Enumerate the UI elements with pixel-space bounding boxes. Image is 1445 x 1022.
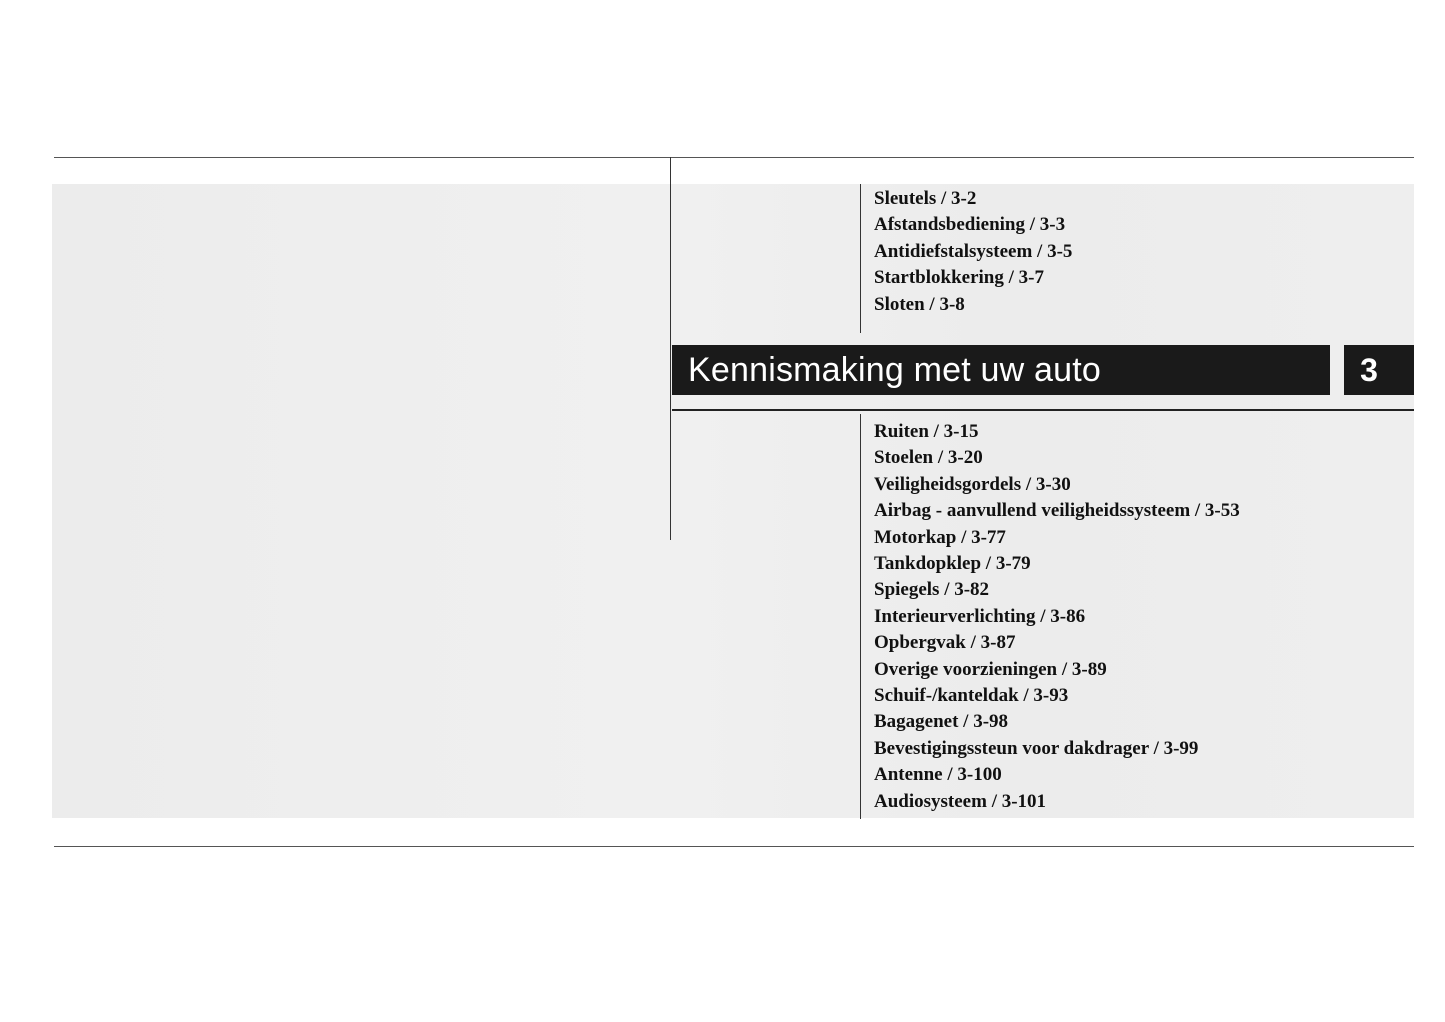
toc-item: Airbag - aanvullend veiligheidssysteem / 3-53 (874, 500, 1240, 522)
toc-item: Antidiefstalsysteem / 3-5 (874, 240, 1073, 262)
toc-item: Interieurverlichting / 3-86 (874, 605, 1086, 627)
toc-item: Bagagenet / 3-98 (874, 711, 1009, 733)
toc-bottom-divider (860, 414, 861, 819)
toc-item: Sloten / 3-8 (874, 293, 965, 315)
chapter-number: 3 (1360, 351, 1378, 388)
toc-item: Opbergvak / 3-87 (874, 632, 1016, 654)
toc-item: Spiegels / 3-82 (874, 579, 990, 601)
chapter-number-box (1344, 345, 1414, 395)
chapter-title-bar (672, 345, 1330, 395)
toc-item: Motorkap / 3-77 (874, 526, 1006, 548)
toc-item: Ruiten / 3-15 (874, 421, 979, 442)
toc-top-divider (860, 184, 861, 333)
toc-item: Startblokkering / 3-7 (874, 267, 1044, 289)
title-underline (672, 409, 1414, 411)
bottom-rule (54, 846, 1414, 847)
toc-item: Veiligheidsgordels / 3-30 (874, 473, 1071, 495)
toc-item: Overige voorzieningen / 3-89 (874, 658, 1107, 680)
toc-item: Antenne / 3-100 (874, 764, 1002, 786)
top-rule (54, 157, 1414, 158)
toc-item: Schuif-/kanteldak / 3-93 (874, 685, 1069, 707)
toc-list-bottom (874, 419, 1240, 815)
toc-item: Stoelen / 3-20 (874, 447, 983, 469)
toc-item: Sleutels / 3-2 (874, 188, 977, 209)
toc-list-top (874, 186, 1072, 318)
toc-item: Afstandsbediening / 3-3 (874, 214, 1066, 236)
chapter-title: Kennismaking met uw auto (688, 350, 1102, 389)
toc-item: Bevestigingssteun voor dakdrager / 3-99 (874, 737, 1199, 759)
toc-item: Tankdopklep / 3-79 (874, 553, 1031, 575)
left-divider (670, 157, 671, 540)
toc-item: Audiosysteem / 3-101 (874, 790, 1047, 812)
